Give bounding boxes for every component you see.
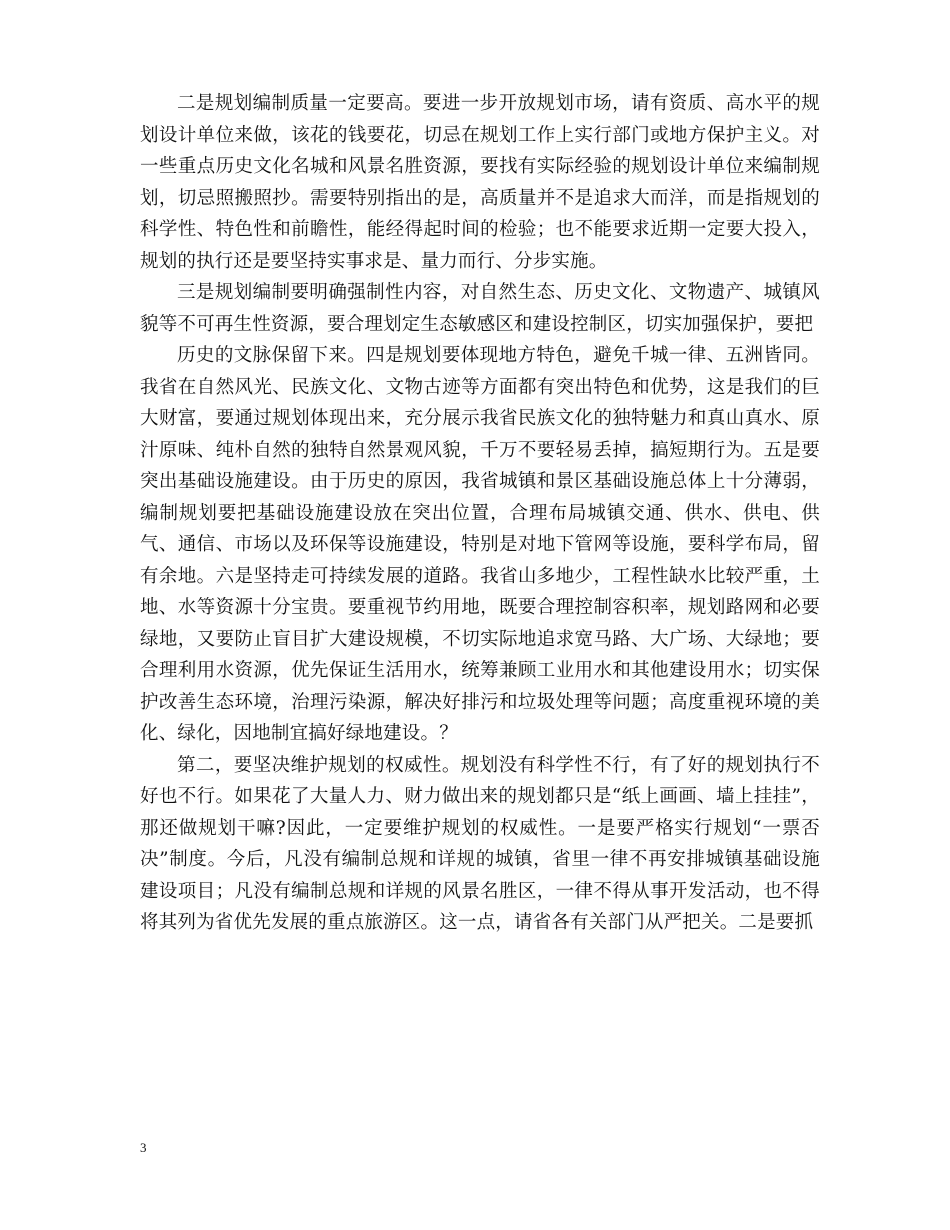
paragraph-planning-authority: 第二，要坚决维护规划的权威性。规划没有科学性不行，有了好的规划执行不好也不行。如果花了大量人力、财力做出来的规划都只是“纸上画画、墙上挂挂”，那还做规划干嘛?因此，一定要维护规划的权威性。一是要严格实行规划“一票否决”制度。今后，凡没有编制总规和详规的城镇，省里一律不再安排城镇基础设施建设项目；凡没有编制总规和详规的风景名胜区，一律不得从事开发活动，也不得将其列为省优先发展的重点旅游区。这一点，请省各有关部门从严把关。二是要抓 bbox=[140, 754, 820, 933]
paragraph-mandatory-content: 三是规划编制要明确强制性内容，对自然生态、历史文化、文物遗产、城镇风貌等不可再生性资源，要合理划定生态敏感区和建设控制区，切实加强保护，要把 bbox=[140, 282, 820, 335]
paragraph-local-features: 历史的文脉保留下来。四是规划要体现地方特色，避免千城一律、五洲皆同。我省在自然风光、民族文化、文物古迹等方面都有突出特色和优势，这是我们的巨大财富，要通过规划体现出来，充分展示我省民族文化的独特魅力和真山真水、原汁原味、纯朴自然的独特自然景观风貌，千万不要轻易丢掉，搞短期行为。五是要突出基础设施建设。由于历史的原因，我省城镇和景区基础设施总体上十分薄弱，编制规划要把基础设施建设放在突出位置，合理布局城镇交通、供水、供电、供气、通信、市场以及环保等设施建设，特别是对地下管网等设施，要科学布局，留有余地。六是坚持走可持续发展的道路。我省山多地少，工程性缺水比较严重，土地、水等资源十分宝贵。要重视节约用地，既要合理控制容积率，规划路网和必要绿地，又要防止盲目扩大建设规模，不切实际地追求宽马路、大广场、大绿地；要合理利用水资源，优先保证生活用水，统筹兼顾工业用水和其他建设用水；切实保护改善生态环境，治理污染源，解决好排污和垃圾处理等问题；高度重视环境的美化、绿化，因地制宜搞好绿地建设。？ bbox=[140, 345, 820, 744]
body-text bbox=[140, 88, 820, 939]
paragraph-quality: 二是规划编制质量一定要高。要进一步开放规划市场，请有资质、高水平的规划设计单位来做，该花的钱要花，切忌在规划工作上实行部门或地方保护主义。对一些重点历史文化名城和风景名胜资源，要找有实际经验的规划设计单位来编制规划，切忌照搬照抄。需要特别指出的是，高质量并不是追求大而洋，而是指规划的科学性、特色性和前瞻性，能经得起时间的检验；也不能要求近期一定要大投入，规划的执行还是要坚持实事求是、量力而行、分步实施。 bbox=[140, 93, 820, 272]
page-number: 3 bbox=[140, 1140, 147, 1155]
